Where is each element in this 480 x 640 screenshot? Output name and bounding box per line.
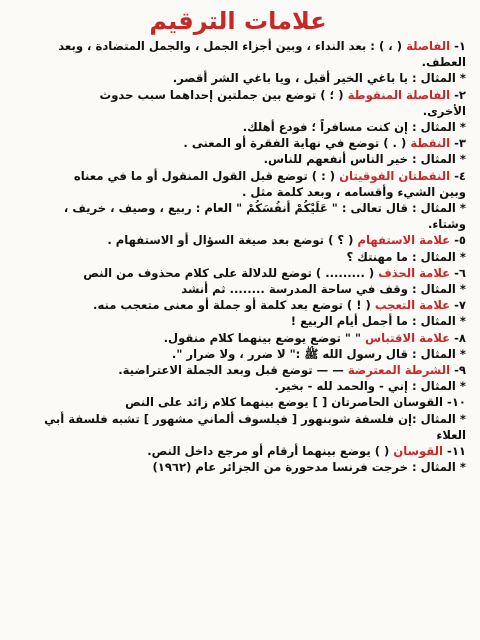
rule-list — [10, 38, 466, 475]
rule-number: ٨- — [450, 330, 466, 345]
line-text: * المثال : خرجت فرنسا مدحورة من الجزائر عام (١٩٦٢) — [152, 460, 466, 475]
text-line — [10, 313, 466, 329]
text-line — [10, 216, 466, 232]
rule-name: علامة التعجب — [374, 298, 451, 313]
text-line — [10, 232, 466, 248]
text-line — [10, 184, 466, 200]
rule-name: علامة الاقتباس — [365, 330, 451, 345]
line-text: * المثال : خير الناس أنفعهم للناس. — [263, 152, 466, 167]
line-text: * المثال : يا باغي الخير أقبل ، ويا باغي الشر أقصر. — [172, 71, 466, 86]
rule-number: ٥- — [450, 233, 466, 248]
line-text: وبين الشيء وأقسامه ، وبعد كلمة مثل . — [241, 184, 466, 199]
rule-name: الفاصلة — [406, 39, 451, 53]
text-line — [10, 378, 466, 394]
line-text: — — توضع قبل وبعد الجملة الاعتراضية. — [118, 363, 348, 378]
rule-number: ٢- — [450, 87, 466, 102]
rule-number: ١١- — [442, 444, 466, 459]
line-text: * المثال : قال رسول الله ﷺ :" لا ضرر ، ولا ضرار ". — [171, 346, 466, 361]
text-line — [10, 281, 466, 297]
line-text: * المثال : إن كنت مسافراً ؛ فودع أهلك. — [242, 120, 466, 135]
line-text: * المثال : ما أجمل أيام الربيع ! — [290, 314, 466, 329]
line-text: العطف. — [421, 55, 466, 70]
line-text: * المثال : ما مهنتك ؟ — [346, 249, 466, 264]
line-text: ( ، ) : بعد النداء ، وبين أجزاء الجمل ، والجمل المتضادة ، وبعد — [58, 39, 407, 53]
line-text: ( ؛ ) توضع بين جملتين إحداهما سبب حدوث — [99, 87, 348, 102]
text-line — [10, 87, 466, 103]
text-line — [10, 362, 466, 378]
page-title: علامات الترقيم — [149, 7, 327, 35]
line-text: ١٠- القوسان الحاصرتان [ ] يوضع بينهما كلام زائد على النص — [125, 395, 466, 410]
text-line — [10, 54, 466, 70]
line-text: * المثال :إن فلسفة شوبنهور [ فيلسوف ألماني مشهور ] تشبه فلسفة أبي — [44, 411, 466, 426]
line-text: ( . ) توضع في نهاية الفقرة أو المعنى . — [183, 136, 411, 151]
rule-name: الفاصلة المنقوطة — [347, 87, 451, 102]
line-text: العلاء — [436, 427, 466, 442]
line-text: ( : ) توضع قبل القول المنقول أو ما في معناه — [73, 168, 340, 183]
line-text: وشتاء. — [427, 217, 466, 232]
text-line — [10, 70, 466, 86]
rule-name: علامة الاستفهام — [357, 233, 451, 248]
line-text: ( ! ) توضع بعد كلمة أو جملة أو معنى متعجب منه. — [93, 298, 375, 313]
rule-number: ٦- — [450, 265, 466, 280]
text-line — [10, 135, 466, 151]
rule-number: ٣- — [450, 136, 466, 151]
text-line — [10, 103, 466, 119]
rule-number: ٩- — [450, 363, 466, 378]
text-line — [10, 265, 466, 281]
rule-name: علامة الحذف — [378, 265, 451, 280]
text-line — [10, 200, 466, 216]
text-line — [10, 168, 466, 184]
text-line — [10, 427, 466, 443]
rule-number: ١- — [450, 39, 466, 53]
text-line — [10, 394, 466, 410]
line-text: ( ؟ ) توضع بعد صيغة السؤال أو الاستفهام . — [107, 233, 358, 248]
text-line — [10, 297, 466, 313]
text-line — [10, 119, 466, 135]
rule-name: النقطة — [410, 136, 451, 151]
line-text: * المثال : إني - والحمد لله - بخير. — [274, 379, 466, 394]
text-line — [10, 411, 466, 427]
line-text: ( ......... ) توضع للدلالة على كلام محذوف من النص — [83, 265, 379, 280]
rule-name: القوسان — [393, 444, 443, 459]
line-text: " " توضع يوضع بينهما كلام منقول. — [163, 330, 366, 345]
line-text: الأخرى. — [422, 103, 466, 118]
rule-name: الشرطة المعترضة — [347, 363, 451, 378]
rule-number: ٤- — [450, 168, 466, 183]
text-line — [10, 38, 466, 54]
text-line — [10, 459, 466, 475]
rule-number: ٧- — [450, 298, 466, 313]
text-line — [10, 249, 466, 265]
line-text: ( ) يوضع بينهما أرقام أو مرجع داخل النص. — [147, 444, 394, 459]
text-line — [10, 443, 466, 459]
text-line — [10, 346, 466, 362]
text-line — [10, 330, 466, 346]
line-text: * المثال : وقف في ساحة المدرسة ........ ثم أنشد — [181, 282, 466, 297]
rule-name: النقطتان الفوقيتان — [339, 168, 451, 183]
line-text: * المثال : قال تعالى : " عَلَيْكُمْ أَنفُسَكُمْ " العام : ربيع ، وصيف ، خريف ، — [63, 201, 466, 216]
text-line — [10, 151, 466, 167]
